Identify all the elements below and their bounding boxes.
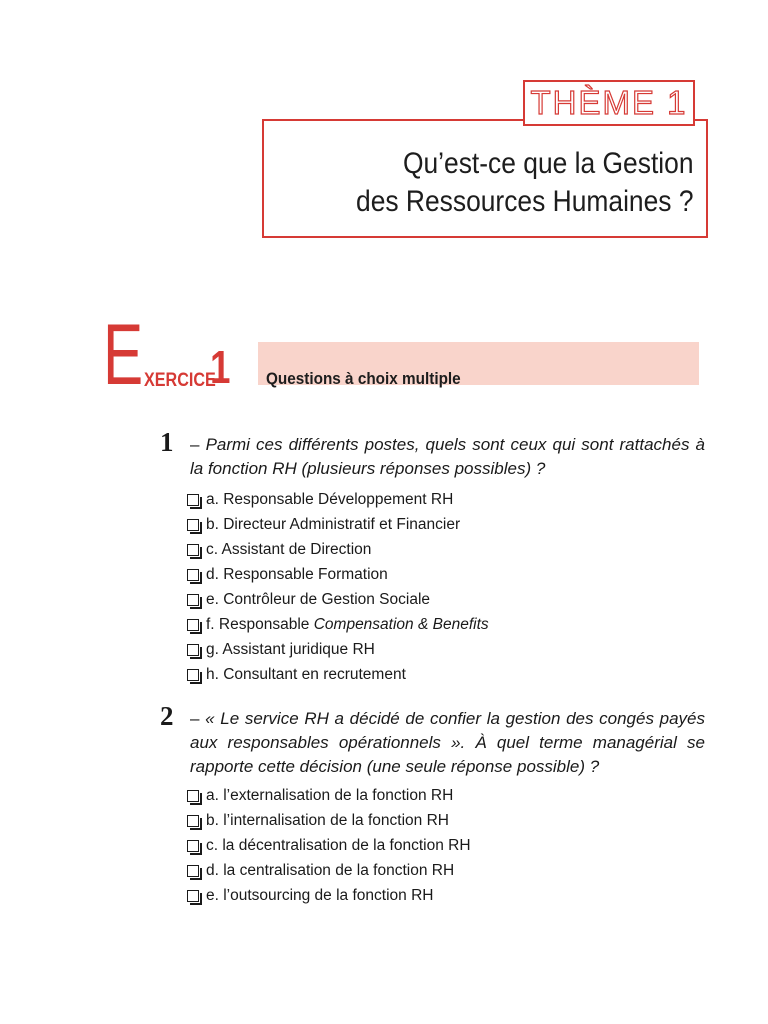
option-1c[interactable] (187, 537, 489, 562)
option-label: h. Consultant en recrutement (206, 665, 406, 683)
option-label: g. Assistant juridique RH (206, 640, 375, 658)
option-label: e. Contrôleur de Gestion Sociale (206, 590, 431, 608)
checkbox-icon[interactable] (187, 865, 199, 877)
title-box (262, 119, 708, 238)
checkbox-icon[interactable] (187, 594, 199, 606)
theme-label: THÈME 1 (530, 84, 688, 121)
checkbox-icon[interactable] (187, 544, 199, 556)
page-title (357, 145, 694, 221)
checkbox-icon[interactable] (187, 519, 199, 531)
option-1a[interactable] (187, 487, 489, 512)
question-text-body: Parmi ces différents postes, quels sont ceux qui sont rattachés à la fonction RH (plusieurs réponses possibles) ? (190, 435, 705, 478)
exercise-initial: E (103, 307, 144, 403)
checkbox-icon[interactable] (187, 840, 199, 852)
option-label: c. Assistant de Direction (206, 540, 372, 558)
option-2d[interactable] (187, 858, 471, 883)
checkbox-icon[interactable] (187, 644, 199, 656)
exercise-header (103, 307, 703, 403)
option-2e[interactable] (187, 883, 471, 908)
option-1b[interactable] (187, 512, 489, 537)
option-1g[interactable] (187, 637, 489, 662)
checkbox-icon[interactable] (187, 890, 199, 902)
checkbox-icon[interactable] (187, 569, 199, 581)
checkbox-icon[interactable] (187, 494, 199, 506)
question-text-body: « Le service RH a décidé de confier la gestion des congés payés aux responsables opérationnels ». À quel terme managérial se rapporte cette décision (une seule réponse possible) ? (190, 709, 705, 776)
option-label: b. Directeur Administratif et Financier (206, 515, 461, 533)
option-1f[interactable] (187, 612, 489, 637)
question-number: 2 (160, 701, 174, 731)
question-2 (160, 701, 705, 779)
question-number: 1 (160, 427, 174, 457)
option-label: d. la centralisation de la fonction RH (206, 861, 455, 879)
option-2c[interactable] (187, 833, 471, 858)
question-text (190, 433, 705, 481)
option-2a[interactable] (187, 783, 471, 808)
exercise-number: 1 (210, 341, 231, 393)
option-label: c. la décentralisation de la fonction RH (206, 836, 471, 854)
question-1-options (187, 487, 489, 687)
page-title-line-2: des Ressources Humaines ? (356, 185, 694, 218)
checkbox-icon[interactable] (187, 619, 199, 631)
checkbox-icon[interactable] (187, 815, 199, 827)
option-1e[interactable] (187, 587, 489, 612)
option-label: a. l’externalisation de la fonction RH (206, 786, 454, 804)
page-title-line-1: Qu’est-ce que la Gestion (403, 147, 694, 180)
option-label: b. l’internalisation de la fonction RH (206, 811, 449, 829)
question-dash: – (190, 435, 206, 454)
option-1h[interactable] (187, 662, 489, 687)
option-label: a. Responsable Développement RH (206, 490, 454, 508)
checkbox-icon[interactable] (187, 790, 199, 802)
question-1 (160, 427, 705, 481)
theme-tag (523, 80, 695, 126)
question-2-options (187, 783, 471, 908)
option-2b[interactable] (187, 808, 471, 833)
question-text (190, 707, 705, 779)
checkbox-icon[interactable] (187, 669, 199, 681)
exercise-subtitle: Questions à choix multiple (266, 369, 461, 388)
option-1d[interactable] (187, 562, 489, 587)
option-label-italic: Compensation & Benefits (313, 615, 489, 633)
option-label (206, 616, 489, 634)
option-label-plain: f. Responsable (206, 615, 314, 633)
option-label: e. l’outsourcing de la fonction RH (206, 886, 434, 904)
exercise-word: XERCICE (144, 370, 216, 391)
option-label: d. Responsable Formation (206, 565, 388, 583)
question-dash: – (190, 709, 206, 728)
